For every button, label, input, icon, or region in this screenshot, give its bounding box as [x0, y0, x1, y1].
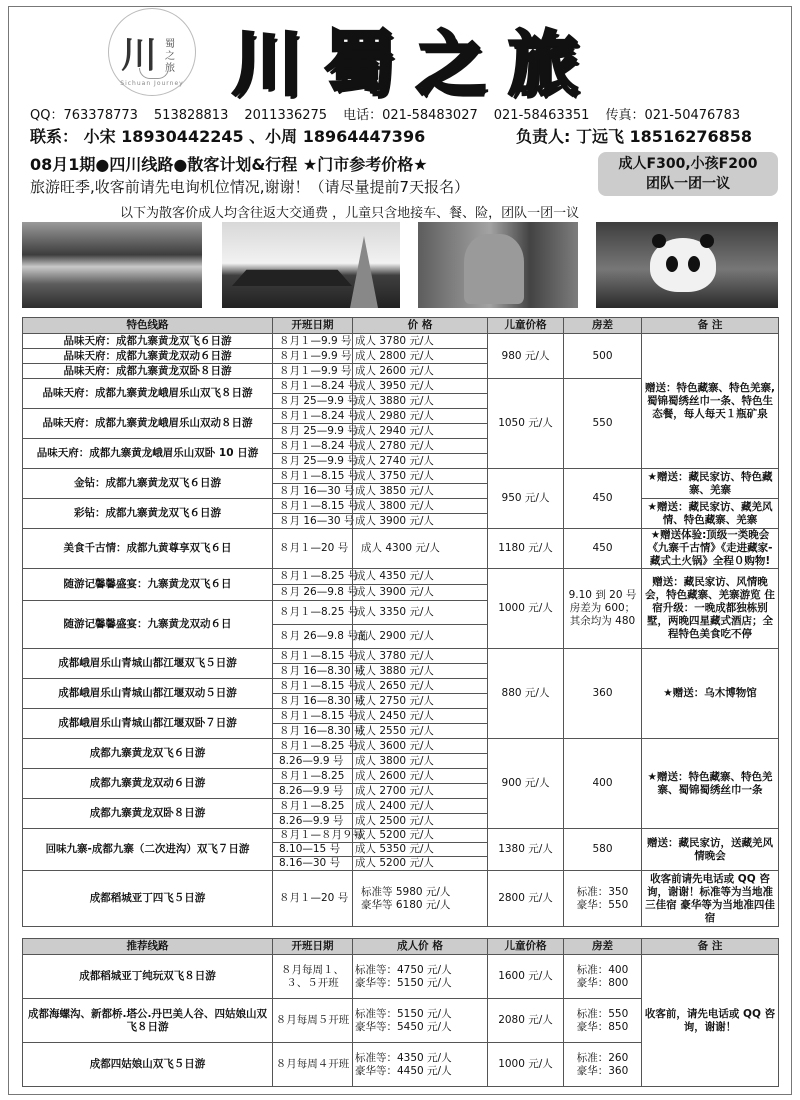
adult-price: 成人 4350 元/人: [353, 569, 488, 585]
standard-price: 标准等 5980 元/人: [361, 885, 451, 898]
adult-price: 成人 3850 元/人: [353, 484, 488, 499]
route-name: 美食千古情：成都九黄尊享双飞６日: [23, 529, 273, 569]
remark: ★赠送：乌木博物馆: [642, 649, 779, 739]
panda-photo: [596, 222, 778, 308]
luxury-price: 豪华等：5450 元/人: [355, 1020, 452, 1033]
room-diff: [564, 871, 642, 927]
adult-price: 成人 2400 元/人: [353, 799, 488, 814]
depart-date: 8.26—9.9 号: [273, 754, 353, 769]
depart-date: ８月１—8.25: [273, 799, 353, 814]
logo-subtext: 蜀之旅: [165, 39, 175, 74]
child-price: 880 元/人: [488, 649, 564, 739]
route-name: 品味天府：成都九寨黄龙峨眉乐山双飞８日游: [23, 379, 273, 409]
standard-price: 标准等：4750 元/人: [355, 963, 452, 976]
standard-room: 标准：400: [576, 963, 629, 976]
table-header: [23, 318, 779, 334]
header-child: 儿童价格: [488, 939, 564, 955]
depart-date: ８月１—8.15 号: [273, 469, 353, 484]
standard-room: 标准：350: [576, 885, 629, 898]
depart-date: 8.16—30 号: [273, 857, 353, 871]
depart-date: ８月 16—30 号: [273, 514, 353, 529]
route-name: 彩钻：成都九寨黄龙双飞６日游: [23, 499, 273, 529]
adult-price: [353, 871, 488, 927]
adult-price: 成人 3800 元/人: [353, 499, 488, 514]
route-name: 成都峨眉乐山青城山都江堰双卧７日游: [23, 709, 273, 739]
room-diff: [564, 1043, 642, 1087]
depart-date: ８月１—20 号: [273, 871, 353, 927]
table-row: [23, 871, 779, 927]
fare-box-line-1: 成人F300,小孩F200: [618, 156, 758, 172]
adult-price: 成人 3750 元/人: [353, 469, 488, 484]
adult-price: 成人 3900 元/人: [353, 514, 488, 529]
child-price: 980 元/人: [488, 334, 564, 379]
depart-date: ８月１—9.9 号: [273, 334, 353, 349]
child-price: 900 元/人: [488, 739, 564, 829]
fare-box-line-2: 团队一团一议: [646, 176, 730, 192]
route-name: 随游记馨馨盛宴：九寨黄龙双飞６日: [23, 569, 273, 601]
depart-date: ８月１—8.15 号: [273, 649, 353, 664]
logo-character: 川: [121, 34, 158, 76]
qq-number-2: 513828813: [153, 108, 229, 123]
depart-date: ８月１—8.25: [273, 769, 353, 784]
route-name: 成都峨眉乐山青城山都江堰双动５日游: [23, 679, 273, 709]
room-diff: 9.10 到 20 号房差为 600；其余均为 480: [564, 569, 642, 649]
period-heading: 08月1期●四川线路●散客计划&行程 ★门市参考价格★: [30, 155, 428, 174]
price-note: 以下为散客价成人均含往返大交通费 ，儿童只含地接车、餐、险，团队一团一议: [120, 206, 580, 221]
adult-price: [353, 999, 488, 1043]
child-price: 1000 元/人: [488, 569, 564, 649]
depart-date: ８月１—8.25 号: [273, 569, 353, 585]
standard-price: 标准等：4350 元/人: [355, 1051, 452, 1064]
depart-date: ８月 16—8.30 号: [273, 664, 353, 679]
adult-price: 成人 3900 元/人: [353, 585, 488, 601]
child-price: 1180 元/人: [488, 529, 564, 569]
depart-date: ８月 25—9.9 号: [273, 454, 353, 469]
adult-price: 成人 2450 元/人: [353, 709, 488, 724]
child-price: 1380 元/人: [488, 829, 564, 871]
room-diff: 550: [564, 379, 642, 469]
remark: 赠送：特色藏寨、特色羌寨,蜀锦蜀绣丝巾一条、特色生态餐，每人每天１瓶矿泉: [642, 334, 779, 469]
adult-price: 成人 2600 元/人: [353, 364, 488, 379]
contact-numbers: [30, 104, 756, 123]
adult-price: 成人 5200 元/人: [353, 829, 488, 843]
manager-line: 负责人: 丁远飞 18516276858: [516, 127, 753, 146]
luxury-room: 豪华：360: [576, 1064, 629, 1077]
remark: 收客前，请先电话或 QQ 咨询，谢谢！: [642, 955, 779, 1087]
header-remark: 备 注: [642, 318, 779, 334]
leshan-buddha-photo: [418, 222, 578, 308]
route-name: 成都海螺沟、新都桥.塔公.丹巴美人谷、四姑娘山双飞８日游: [23, 999, 273, 1043]
phone-1: 电话：021-58483027: [343, 108, 478, 123]
luxury-price: 豪华等：5150 元/人: [355, 976, 452, 989]
adult-price: [353, 955, 488, 999]
route-name: 品味天府：成都九寨黄龙双动６日游: [23, 349, 273, 364]
jiuzhai-valley-photo: [22, 222, 202, 308]
panda-icon: [650, 238, 716, 292]
adult-price: 成人 2980 元/人: [353, 409, 488, 424]
adult-price: 成人 2740 元/人: [353, 454, 488, 469]
table-row: [23, 499, 779, 514]
adult-price: 成人 2940 元/人: [353, 424, 488, 439]
depart-date: ８月１—8.24 号: [273, 439, 353, 454]
room-diff: [564, 955, 642, 999]
route-name: 品味天府：成都九寨黄龙峨眉乐山双动８日游: [23, 409, 273, 439]
remark: 赠送：藏民家访、风情晚会，特色藏寨、羌寨游览 住宿升级：一晚成都独栋别墅，两晚四星藏式酒店；全程特色美食吃不停: [642, 569, 779, 649]
child-price: 1000 元/人: [488, 1043, 564, 1087]
depart-date: ８月 16—8.30 号: [273, 694, 353, 709]
route-name: 回味九寨-成都九寨（二次进沟）双飞７日游: [23, 829, 273, 871]
adult-price: 成人 2750 元/人: [353, 694, 488, 709]
remark: ★赠送：特色藏寨、特色羌寨、蜀锦蜀绣丝巾一条: [642, 739, 779, 829]
adult-price: 成人 2500 元/人: [353, 814, 488, 829]
adult-price: 成人 3880 元/人: [353, 394, 488, 409]
adult-price: 成人 2600 元/人: [353, 769, 488, 784]
room-diff: 500: [564, 334, 642, 379]
adult-price: 成人 2700 元/人: [353, 784, 488, 799]
depart-date: ８月１—8.15 号: [273, 709, 353, 724]
depart-date: ８月１—8.24 号: [273, 379, 353, 394]
table-row: [23, 569, 779, 585]
phone-2: 021-58463351: [493, 108, 590, 123]
depart-date: 8.26—9.9 号: [273, 784, 353, 799]
room-diff: 360: [564, 649, 642, 739]
buddha-shape: [464, 234, 524, 304]
depart-date: ８月 16—8.30 号: [273, 724, 353, 739]
route-name: 成都九寨黄龙双动６日游: [23, 769, 273, 799]
table-row: [23, 529, 779, 569]
route-name: 品味天府：成都九寨黄龙峨眉乐山双卧 10 日游: [23, 439, 273, 469]
depart-date: 8.10—15 号: [273, 843, 353, 857]
header-route: 特色线路: [23, 318, 273, 334]
depart-date: ８月１—8.15 号: [273, 679, 353, 694]
depart-date: ８月 26—9.8 号前: [273, 625, 353, 649]
temple-roof-shape: [232, 268, 352, 286]
depart-date: ８月每周１、３、５开班: [273, 955, 353, 999]
depart-date: ８月 25—9.9 号: [273, 424, 353, 439]
route-name: 成都九寨黄龙双飞６日游: [23, 739, 273, 769]
adult-price: 成人 2780 元/人: [353, 439, 488, 454]
table-row: [23, 334, 779, 349]
table-header: [23, 939, 779, 955]
adult-price: 成人 3350 元/人: [353, 601, 488, 625]
depart-date: ８月１—８月９号: [273, 829, 353, 843]
booking-tip: 旅游旺季,收客前请先电询机位情况,谢谢！（请尽量提前7天报名）: [30, 178, 470, 196]
lotus-icon: [139, 68, 169, 79]
adult-price: 成人 5200 元/人: [353, 857, 488, 871]
adult-price: 成人 2800 元/人: [353, 349, 488, 364]
page-title: 川蜀之旅: [232, 22, 600, 105]
depart-date: ８月 25—9.9 号: [273, 394, 353, 409]
remark: 收客前请先电话或 QQ 咨询，谢谢！标准等为当地准三佳宿 豪华等为当地准四佳宿: [642, 871, 779, 927]
standard-price: 标准等：5150 元/人: [355, 1007, 452, 1020]
contacts-line: 联系： 小宋 18930442245 、小周 18964447396: [30, 127, 426, 146]
room-diff: 450: [564, 469, 642, 529]
adult-price: 成人 3780 元/人: [353, 334, 488, 349]
luxury-price: 豪华等：4450 元/人: [355, 1064, 452, 1077]
logo-arc-text: Sichuan Journey: [120, 80, 184, 87]
remark: ★赠送：藏民家访、藏羌风情、特色藏寨、羌寨: [642, 499, 779, 529]
child-price: 2080 元/人: [488, 999, 564, 1043]
remark: ★赠送体验:顶级一类晚会《九寨千古情》《走进藏家-藏式土火锅》全程０购物!: [642, 529, 779, 569]
room-diff: [564, 999, 642, 1043]
depart-date: ８月１—9.9 号: [273, 364, 353, 379]
remark: 赠送：藏民家访，送藏羌风情晚会: [642, 829, 779, 871]
header-date: 开班日期: [273, 939, 353, 955]
route-name: 品味天府：成都九寨黄龙双飞６日游: [23, 334, 273, 349]
room-diff: 450: [564, 529, 642, 569]
contact-persons: [30, 124, 753, 147]
pagoda-shape: [350, 236, 378, 308]
depart-date: ８月 26—9.8 号: [273, 585, 353, 601]
child-price: 950 元/人: [488, 469, 564, 529]
recommended-route-table: [22, 938, 779, 1087]
standard-room: 标准：260: [576, 1051, 629, 1064]
depart-date: ８月１—8.24 号: [273, 409, 353, 424]
table-row: [23, 469, 779, 484]
route-name: 成都稻城亚丁纯玩双飞８日游: [23, 955, 273, 999]
adult-price: 成人 2900 元/人: [353, 625, 488, 649]
adult-price: 成人 2550 元/人: [353, 724, 488, 739]
adult-price: 成人 2650 元/人: [353, 679, 488, 694]
depart-date: 8.26—9.9 号: [273, 814, 353, 829]
table-row: [23, 955, 779, 999]
room-diff: 400: [564, 739, 642, 829]
route-name: 随游记馨馨盛宴：九寨黄龙双动６日: [23, 601, 273, 649]
adult-price: 成人 3780 元/人: [353, 649, 488, 664]
adult-price: 成人 3880 元/人: [353, 664, 488, 679]
route-name: 成都四姑娘山双飞５日游: [23, 1043, 273, 1087]
header-date: 开班日期: [273, 318, 353, 334]
room-diff: 580: [564, 829, 642, 871]
header-price: 价 格: [353, 318, 488, 334]
adult-price: 成人 3950 元/人: [353, 379, 488, 394]
adult-price: 成人 5350 元/人: [353, 843, 488, 857]
brand-logo: [108, 8, 196, 96]
luxury-room: 豪华：800: [576, 976, 629, 989]
route-table: [22, 317, 779, 927]
child-price: 1050 元/人: [488, 379, 564, 469]
table-row: [23, 649, 779, 664]
header-price: 成人价 格: [353, 939, 488, 955]
header-remark: 备 注: [642, 939, 779, 955]
depart-date: ８月１—8.25 号: [273, 739, 353, 754]
header-route: 推荐线路: [23, 939, 273, 955]
adult-price: 成人 3800 元/人: [353, 754, 488, 769]
qq-number-3: 2011336275: [244, 108, 328, 123]
qq-number: QQ：763378773: [30, 108, 138, 123]
luxury-room: 豪华：550: [576, 898, 629, 911]
standard-room: 标准：550: [576, 1007, 629, 1020]
depart-date: ８月 16—30 号: [273, 484, 353, 499]
luxury-price: 豪华等 6180 元/人: [361, 898, 451, 911]
child-price: 1600 元/人: [488, 955, 564, 999]
luxury-room: 豪华：850: [576, 1020, 629, 1033]
fax-number: 传真：021-50476783: [605, 108, 741, 123]
temple-photo: [222, 222, 400, 308]
route-name: 成都峨眉乐山青城山都江堰双飞５日游: [23, 649, 273, 679]
depart-date: ８月每周４开班: [273, 1043, 353, 1087]
adult-price: 成人 3600 元/人: [353, 739, 488, 754]
depart-date: ８月每周５开班: [273, 999, 353, 1043]
depart-date: ８月１—9.9 号: [273, 349, 353, 364]
route-name: 成都九寨黄龙双卧８日游: [23, 799, 273, 829]
child-price: 2800 元/人: [488, 871, 564, 927]
depart-date: ８月１—8.15 号: [273, 499, 353, 514]
remark: ★赠送：藏民家访、特色藏寨、羌寨: [642, 469, 779, 499]
adult-price: [353, 1043, 488, 1087]
header-child: 儿童价格: [488, 318, 564, 334]
route-name: 成都稻城亚丁四飞５日游: [23, 871, 273, 927]
header-room: 房差: [564, 318, 642, 334]
table-row: [23, 739, 779, 754]
depart-date: ８月１—8.25 号: [273, 601, 353, 625]
route-name: 金钻：成都九寨黄龙双飞６日游: [23, 469, 273, 499]
route-name: 品味天府：成都九寨黄龙双卧８日游: [23, 364, 273, 379]
table-row: [23, 829, 779, 843]
depart-date: ８月１—20 号: [273, 529, 353, 569]
header-room: 房差: [564, 939, 642, 955]
adult-price: 成人 4300 元/人: [353, 529, 488, 569]
fare-box: [598, 152, 778, 196]
